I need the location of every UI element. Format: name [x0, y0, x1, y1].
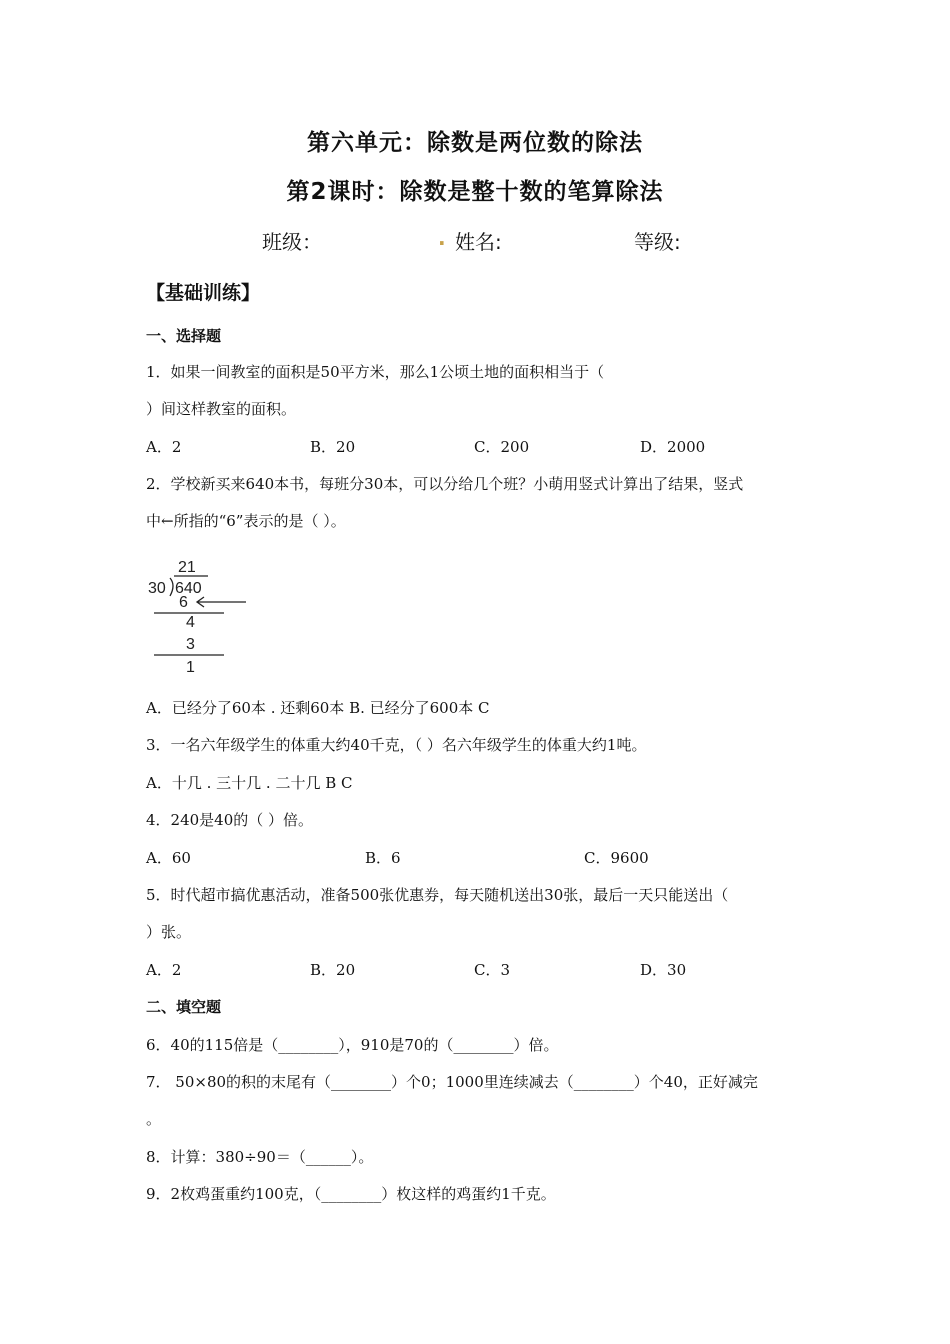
q5-option-b[interactable]: B．20	[310, 961, 356, 979]
q4-option-c[interactable]: C．9600	[584, 849, 649, 867]
q8-line1: 8．计算：380÷90＝（______）。	[146, 1148, 374, 1166]
q4-option-b[interactable]: B．6	[365, 849, 401, 867]
part2-title: 二、填空题	[146, 998, 222, 1016]
q4-option-a[interactable]: A．60	[146, 849, 191, 867]
calc-dividend: 640	[175, 580, 202, 597]
q7-line1: 7． 50×80的积的末尾有（________）个0；1000里连续减去（________）个40，正好减完	[146, 1073, 758, 1091]
q6-line1: 6．40的115倍是（________），910是70的（________）倍。	[146, 1036, 559, 1054]
q5-option-a[interactable]: A．2	[146, 961, 182, 979]
q3-line1: 3．一名六年级学生的体重大约40千克，（ ）名六年级学生的体重大约1吨。	[146, 736, 647, 754]
calc-divisor: 30	[148, 580, 166, 597]
q5-line1: 5．时代超市搞优惠活动，准备500张优惠券，每天随机送出30张，最后一天只能送出（	[146, 886, 729, 904]
q1-option-a[interactable]: A．2	[146, 438, 182, 456]
q1-option-b[interactable]: B．20	[310, 438, 356, 456]
calc-quotient: 21	[178, 559, 196, 576]
long-division-figure	[146, 552, 256, 680]
q9-line1: 9．2枚鸡蛋重约100克，（________）枚这样的鸡蛋约1千克。	[146, 1185, 556, 1203]
class-label: 班级：	[262, 230, 322, 254]
calc-remainder1: 4	[186, 614, 195, 631]
lesson-title: 第2课时：除数是整十数的笔算除法	[286, 179, 664, 205]
q5-option-d[interactable]: D．30	[640, 961, 687, 979]
q3-options[interactable]: A．十几 . 三十几 . 二十几 B C	[146, 774, 353, 792]
q7-line2: 。	[146, 1110, 162, 1128]
section-title: 【基础训练】	[146, 282, 261, 304]
q2-line2: 中←所指的“6”表示的是（ ）。	[146, 512, 346, 530]
arrow-icon	[197, 597, 246, 607]
calc-step1: 6	[179, 594, 188, 611]
q1-line1: 1．如果一间教室的面积是50平方米，那么1公顷土地的面积相当于（	[146, 363, 605, 381]
q1-option-d[interactable]: D．2000	[640, 438, 706, 456]
q4-line1: 4．240是40的（ ）倍。	[146, 811, 314, 829]
name-label: 姓名:	[455, 230, 502, 254]
q2-line1: 2．学校新买来640本书，每班分30本，可以分给几个班？小萌用竖式计算出了结果，竖式	[146, 475, 744, 493]
student-info-row	[0, 226, 950, 256]
q1-option-c[interactable]: C．200	[474, 438, 530, 456]
unit-title: 第六单元：除数是两位数的除法	[307, 130, 643, 156]
grade-label: 等级:	[634, 230, 681, 254]
q5-option-c[interactable]: C．3	[474, 961, 511, 979]
calc-step2: 3	[186, 636, 195, 653]
part1-title: 一、选择题	[146, 327, 222, 345]
q2-options[interactable]: A．已经分了60本 . 还剩60本 B. 已经分了600本 C	[146, 699, 490, 717]
q1-line2: ）间这样教室的面积。	[146, 400, 297, 418]
q5-line2: ）张。	[146, 923, 192, 941]
separator-dot: .	[438, 226, 446, 250]
calc-remainder2: 1	[186, 659, 195, 676]
